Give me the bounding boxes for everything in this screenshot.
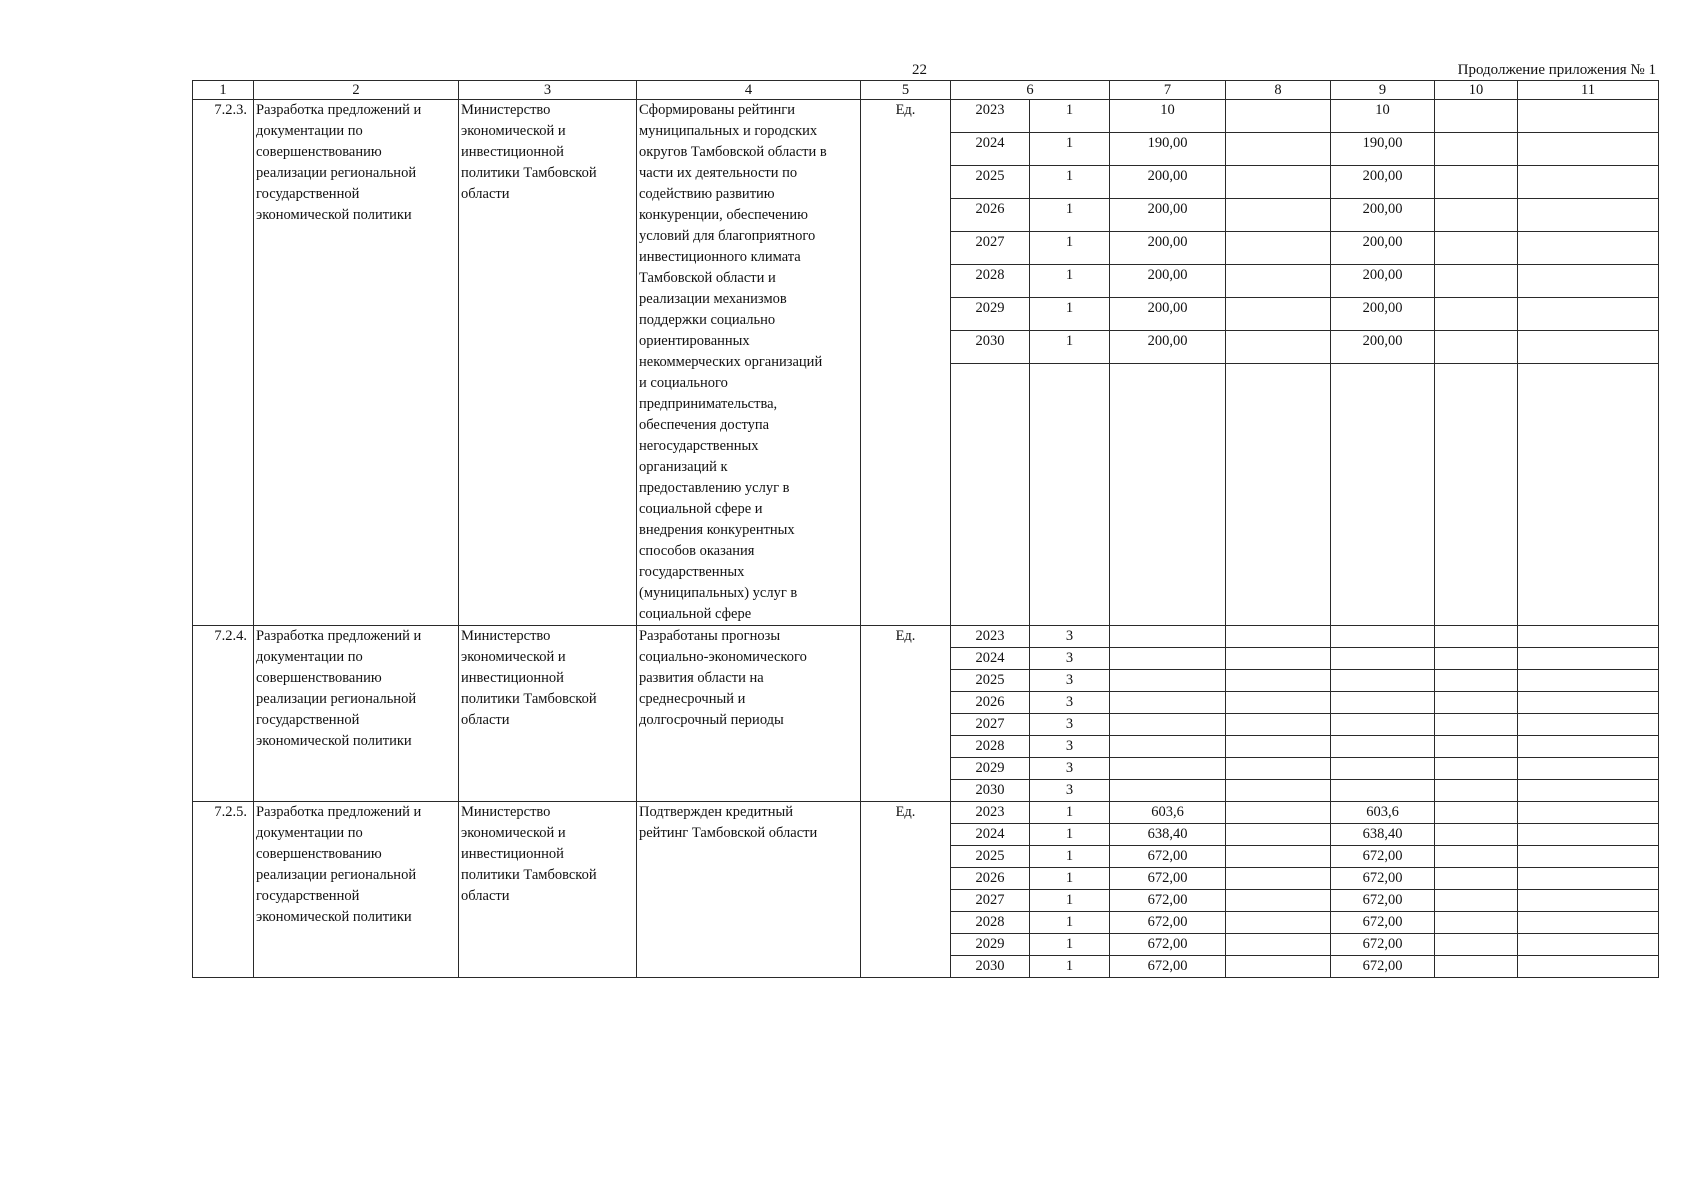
col7-value [1110,780,1226,802]
col10-value [1435,165,1518,198]
col11-value [1518,714,1659,736]
col11-value [1518,868,1659,890]
col7-value: 10 [1110,100,1226,133]
col7-value [1110,758,1226,780]
year-cell: 2027 [951,890,1030,912]
result-line: и социального [639,375,728,391]
col9-value: 672,00 [1331,846,1435,868]
result-line: некоммерческих организаций [639,354,823,370]
col10-value [1435,648,1518,670]
executor-line: политики Тамбовской [461,165,597,181]
col8-value [1226,264,1331,297]
result-line: конкуренции, обеспечению [639,207,808,223]
col11-value [1518,758,1659,780]
result-line: содействию развитию [639,186,775,202]
col7-value: 200,00 [1110,231,1226,264]
expected-result [637,100,861,626]
activity-name-line: Разработка предложений и [256,628,422,644]
col10-value [1435,626,1518,648]
col9-value: 190,00 [1331,132,1435,165]
quantity-cell: 1 [1030,846,1110,868]
col9-value: 200,00 [1331,198,1435,231]
col10-value [1435,264,1518,297]
result-line: организаций к [639,459,728,475]
col10-value [1435,868,1518,890]
col7-value: 200,00 [1110,330,1226,363]
col10-value [1435,780,1518,802]
activity-number: 7.2.4. [193,626,254,802]
executor-line: области [461,186,510,202]
col10-value [1435,758,1518,780]
result-line: (муниципальных) услуг в [639,585,798,601]
col8-value [1226,714,1331,736]
quantity-cell: 3 [1030,648,1110,670]
col11-value [1518,780,1659,802]
col7-value: 200,00 [1110,264,1226,297]
header-cell-8: 8 [1226,81,1331,100]
result-line: предпринимательства, [639,396,778,412]
result-line: долгосрочный периоды [639,712,784,728]
col8-value [1226,198,1331,231]
result-line: Тамбовской области и [639,270,776,286]
year-cell: 2024 [951,824,1030,846]
result-line: социально-экономического [639,649,807,665]
quantity-cell: 1 [1030,934,1110,956]
year-cell: 2023 [951,626,1030,648]
empty-cell [1030,363,1110,625]
year-cell: 2026 [951,868,1030,890]
col9-value [1331,714,1435,736]
col10-value [1435,912,1518,934]
col10-value [1435,670,1518,692]
executor-line: области [461,888,510,904]
table-row [193,100,1659,133]
col7-value: 200,00 [1110,297,1226,330]
expected-result [637,802,861,978]
col8-value [1226,780,1331,802]
col10-value [1435,802,1518,824]
col8-value [1226,100,1331,133]
header-cell-3: 3 [459,81,637,100]
col11-value [1518,330,1659,363]
col11-value [1518,100,1659,133]
year-cell: 2024 [951,648,1030,670]
activity-name-line: документации по [256,825,363,841]
col10-value [1435,231,1518,264]
result-line: части их деятельности по [639,165,798,181]
quantity-cell: 1 [1030,824,1110,846]
col9-value [1331,626,1435,648]
result-line: поддержки социально [639,312,776,328]
col10-value [1435,714,1518,736]
quantity-cell: 3 [1030,714,1110,736]
quantity-cell: 1 [1030,231,1110,264]
col8-value [1226,132,1331,165]
activity-name-line: государственной [256,186,360,202]
result-line: Разработаны прогнозы [639,628,781,644]
col8-value [1226,648,1331,670]
quantity-cell: 1 [1030,297,1110,330]
executor-line: инвестиционной [461,670,564,686]
col8-value [1226,297,1331,330]
empty-cell [1110,363,1226,625]
year-cell: 2025 [951,165,1030,198]
responsible-executor [459,802,637,978]
result-line: рейтинг Тамбовской области [639,825,818,841]
col9-value: 200,00 [1331,264,1435,297]
activity-name-line: документации по [256,123,363,139]
col10-value [1435,297,1518,330]
col10-value [1435,132,1518,165]
col9-value [1331,648,1435,670]
col8-value [1226,934,1331,956]
col8-value [1226,802,1331,824]
col10-value [1435,736,1518,758]
quantity-cell: 3 [1030,736,1110,758]
col11-value [1518,912,1659,934]
result-line: государственных [639,564,745,580]
col11-value [1518,648,1659,670]
col8-value [1226,846,1331,868]
year-cell: 2025 [951,846,1030,868]
year-cell: 2026 [951,198,1030,231]
year-cell: 2027 [951,714,1030,736]
col11-value [1518,890,1659,912]
col9-value: 672,00 [1331,868,1435,890]
col7-value [1110,670,1226,692]
result-line: развития области на [639,670,764,686]
empty-cell [1331,363,1435,625]
quantity-cell: 1 [1030,868,1110,890]
col7-value [1110,692,1226,714]
quantity-cell: 1 [1030,198,1110,231]
result-line: муниципальных и городских [639,123,818,139]
activity-name-line: экономической политики [256,207,412,223]
col8-value [1226,758,1331,780]
col7-value [1110,626,1226,648]
year-cell: 2028 [951,736,1030,758]
empty-cell [1435,363,1518,625]
activity-name-line: реализации региональной [256,691,417,707]
activity-name-line: государственной [256,712,360,728]
quantity-cell: 1 [1030,912,1110,934]
col10-value [1435,956,1518,978]
col10-value [1435,692,1518,714]
appendix-continuation-label: Продолжение приложения № 1 [1457,62,1656,78]
header-cell-7: 7 [1110,81,1226,100]
empty-cell [1226,363,1331,625]
col11-value [1518,132,1659,165]
col9-value [1331,736,1435,758]
empty-cell [1518,363,1659,625]
quantity-cell: 1 [1030,264,1110,297]
col9-value: 200,00 [1331,165,1435,198]
col7-value [1110,648,1226,670]
activity-name-line: реализации региональной [256,165,417,181]
result-line: способов оказания [639,543,755,559]
col10-value [1435,824,1518,846]
header-cell-5: 5 [861,81,951,100]
table-row [193,802,1659,824]
col7-value [1110,736,1226,758]
col7-value: 200,00 [1110,165,1226,198]
executor-line: Министерство [461,804,551,820]
executor-line: Министерство [461,102,551,118]
activity-name [254,802,459,978]
activity-number: 7.2.5. [193,802,254,978]
activity-name-line: экономической политики [256,909,412,925]
activity-name-line: Разработка предложений и [256,102,422,118]
col8-value [1226,868,1331,890]
col7-value: 672,00 [1110,868,1226,890]
quantity-cell: 3 [1030,670,1110,692]
result-line: социальной сфере [639,606,752,622]
result-line: округов Тамбовской области в [639,144,827,160]
year-cell: 2028 [951,264,1030,297]
year-cell: 2030 [951,780,1030,802]
table-row [193,626,1659,648]
col10-value [1435,846,1518,868]
year-cell: 2028 [951,912,1030,934]
page-number: 22 [912,62,927,78]
activity-name [254,100,459,626]
col10-value [1435,934,1518,956]
col9-value [1331,670,1435,692]
col7-value: 672,00 [1110,890,1226,912]
col9-value [1331,692,1435,714]
result-line: ориентированных [639,333,750,349]
col9-value [1331,758,1435,780]
col7-value: 672,00 [1110,956,1226,978]
col8-value [1226,736,1331,758]
executor-line: экономической и [461,649,566,665]
executor-line: области [461,712,510,728]
activity-name-line: документации по [256,649,363,665]
responsible-executor [459,626,637,802]
executor-line: инвестиционной [461,846,564,862]
col10-value [1435,890,1518,912]
col10-value [1435,330,1518,363]
col7-value: 672,00 [1110,846,1226,868]
col11-value [1518,231,1659,264]
activity-name-line: совершенствованию [256,846,382,862]
quantity-cell: 3 [1030,780,1110,802]
result-line: условий для благоприятного [639,228,816,244]
col8-value [1226,912,1331,934]
year-cell: 2026 [951,692,1030,714]
col8-value [1226,824,1331,846]
col7-value: 638,40 [1110,824,1226,846]
header-cell-4: 4 [637,81,861,100]
year-cell: 2027 [951,231,1030,264]
header-cell-9: 9 [1331,81,1435,100]
unit-of-measure: Ед. [861,802,951,978]
year-cell: 2030 [951,330,1030,363]
col9-value: 200,00 [1331,330,1435,363]
col7-value: 672,00 [1110,934,1226,956]
result-line: среднесрочный и [639,691,746,707]
result-line: Сформированы рейтинги [639,102,796,118]
result-line: негосударственных [639,438,759,454]
col7-value: 672,00 [1110,912,1226,934]
col11-value [1518,846,1659,868]
col7-value [1110,714,1226,736]
col7-value: 190,00 [1110,132,1226,165]
quantity-cell: 3 [1030,626,1110,648]
activity-name-line: государственной [256,888,360,904]
activity-name-line: совершенствованию [256,144,382,160]
col8-value [1226,165,1331,198]
col10-value [1435,100,1518,133]
header-cell-11: 11 [1518,81,1659,100]
year-cell: 2030 [951,956,1030,978]
col11-value [1518,934,1659,956]
result-line: реализации механизмов [639,291,787,307]
quantity-cell: 1 [1030,165,1110,198]
year-cell: 2029 [951,297,1030,330]
col9-value [1331,780,1435,802]
activity-name-line: реализации региональной [256,867,417,883]
executor-line: экономической и [461,825,566,841]
unit-of-measure: Ед. [861,100,951,626]
col8-value [1226,956,1331,978]
result-line: социальной сфере и [639,501,763,517]
col10-value [1435,198,1518,231]
header-cell-10: 10 [1435,81,1518,100]
expected-result [637,626,861,802]
table-body [193,81,1659,978]
col9-value: 200,00 [1331,297,1435,330]
quantity-cell: 1 [1030,330,1110,363]
activity-name-line: Разработка предложений и [256,804,422,820]
result-line: обеспечения доступа [639,417,770,433]
col9-value: 672,00 [1331,890,1435,912]
year-cell: 2029 [951,934,1030,956]
executor-line: инвестиционной [461,144,564,160]
col7-value: 200,00 [1110,198,1226,231]
col8-value [1226,670,1331,692]
quantity-cell: 1 [1030,890,1110,912]
quantity-cell: 3 [1030,692,1110,714]
executor-line: политики Тамбовской [461,691,597,707]
col9-value: 603,6 [1331,802,1435,824]
col11-value [1518,692,1659,714]
result-line: инвестиционного климата [639,249,801,265]
col7-value: 603,6 [1110,802,1226,824]
col8-value [1226,890,1331,912]
col9-value: 10 [1331,100,1435,133]
result-line: внедрения конкурентных [639,522,795,538]
quantity-cell: 3 [1030,758,1110,780]
col9-value: 638,40 [1331,824,1435,846]
activity-name [254,626,459,802]
quantity-cell: 1 [1030,956,1110,978]
year-cell: 2023 [951,802,1030,824]
program-activities-table [192,80,1659,978]
quantity-cell: 1 [1030,100,1110,133]
unit-of-measure: Ед. [861,626,951,802]
col8-value [1226,626,1331,648]
col9-value: 200,00 [1331,231,1435,264]
quantity-cell: 1 [1030,802,1110,824]
year-cell: 2025 [951,670,1030,692]
col9-value: 672,00 [1331,934,1435,956]
result-line: предоставлению услуг в [639,480,790,496]
activity-name-line: экономической политики [256,733,412,749]
col11-value [1518,670,1659,692]
executor-line: экономической и [461,123,566,139]
col9-value: 672,00 [1331,956,1435,978]
col11-value [1518,824,1659,846]
year-cell: 2023 [951,100,1030,133]
col11-value [1518,165,1659,198]
col8-value [1226,330,1331,363]
header-cell-6: 6 [951,81,1110,100]
col11-value [1518,956,1659,978]
executor-line: Министерство [461,628,551,644]
col11-value [1518,626,1659,648]
col8-value [1226,692,1331,714]
responsible-executor [459,100,637,626]
col11-value [1518,736,1659,758]
activity-number: 7.2.3. [193,100,254,626]
header-cell-1: 1 [193,81,254,100]
year-cell: 2029 [951,758,1030,780]
col11-value [1518,198,1659,231]
col11-value [1518,297,1659,330]
quantity-cell: 1 [1030,132,1110,165]
year-cell: 2024 [951,132,1030,165]
empty-cell [951,363,1030,625]
executor-line: политики Тамбовской [461,867,597,883]
activity-name-line: совершенствованию [256,670,382,686]
col11-value [1518,802,1659,824]
col9-value: 672,00 [1331,912,1435,934]
column-number-header-row [193,81,1659,100]
col8-value [1226,231,1331,264]
col11-value [1518,264,1659,297]
header-cell-2: 2 [254,81,459,100]
result-line: Подтвержден кредитный [639,804,793,820]
